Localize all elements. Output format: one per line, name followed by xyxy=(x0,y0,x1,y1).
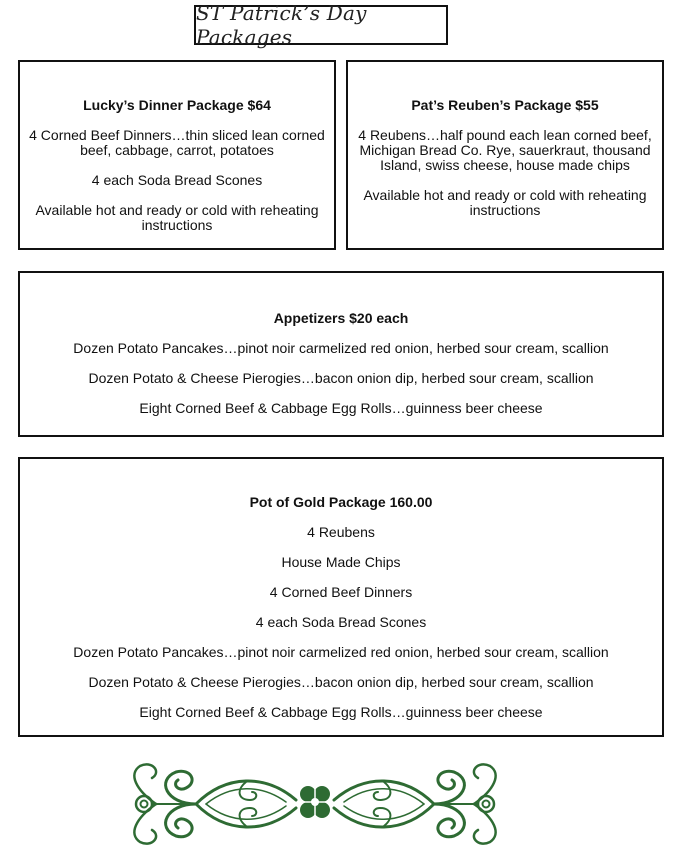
package-description: 4 Reubens…half pound each lean corned beef, Michigan Bread Co. Rye, sauerkraut, thousand Island, swiss cheese, house made chips xyxy=(358,127,652,173)
package-heading: Pot of Gold Package 160.00 xyxy=(249,494,433,510)
package-heading: Lucky’s Dinner Package $64 xyxy=(83,97,271,113)
package-note: Available hot and ready or cold with reheating instructions xyxy=(35,202,319,233)
pats-reuben-package-card xyxy=(346,60,664,250)
pot-of-gold-package-card xyxy=(18,457,664,737)
list-item: Eight Corned Beef & Cabbage Egg Rolls…guinness beer cheese xyxy=(139,400,543,416)
list-item: Dozen Potato Pancakes…pinot noir carmelized red onion, herbed sour cream, scallion xyxy=(73,340,609,356)
list-item: Dozen Potato & Cheese Pierogies…bacon onion dip, herbed sour cream, scallion xyxy=(88,674,594,690)
list-item: Eight Corned Beef & Cabbage Egg Rolls…guinness beer cheese xyxy=(139,704,543,720)
package-heading: Appetizers $20 each xyxy=(273,310,409,326)
list-item: 4 each Soda Bread Scones xyxy=(255,614,427,630)
list-item: 4 Reubens xyxy=(307,524,375,540)
list-item: Dozen Potato & Cheese Pierogies…bacon onion dip, herbed sour cream, scallion xyxy=(88,370,594,386)
package-note: Available hot and ready or cold with reheating instructions xyxy=(363,187,647,218)
page-title: ST Patrick’s Day Packages xyxy=(196,1,367,49)
shamrock-scroll-ornament-icon xyxy=(126,760,504,848)
package-description: 4 Corned Beef Dinners…thin sliced lean corned beef, cabbage, carrot, potatoes xyxy=(29,127,325,158)
list-item: Dozen Potato Pancakes…pinot noir carmelized red onion, herbed sour cream, scallion xyxy=(73,644,609,660)
list-item: House Made Chips xyxy=(281,554,401,570)
package-description: 4 each Soda Bread Scones xyxy=(91,172,263,188)
list-item: 4 Corned Beef Dinners xyxy=(269,584,413,600)
appetizers-card xyxy=(18,271,664,437)
package-heading: Pat’s Reuben’s Package $55 xyxy=(411,97,599,113)
lucky-dinner-package-card xyxy=(18,60,336,250)
page-title-box xyxy=(194,1,448,49)
